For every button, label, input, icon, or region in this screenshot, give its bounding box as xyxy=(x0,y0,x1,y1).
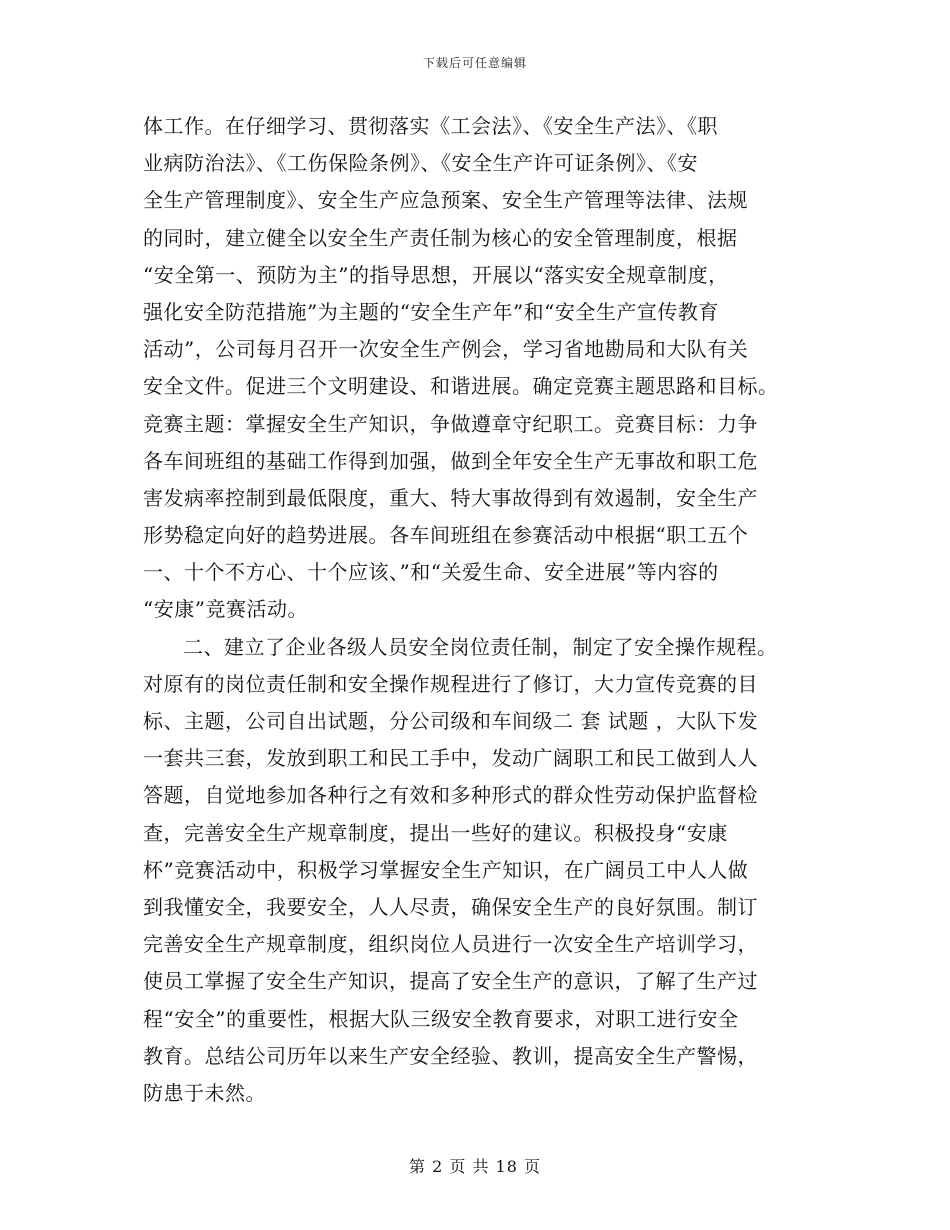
text-line: 全生产管理制度》、安全生产应急预案、安全生产管理等法律、法规 xyxy=(143,188,748,213)
text-line: 害发病率控制到最低限度，重大、特大事故得到有效遏制，安全生产 xyxy=(143,485,758,510)
text-line: 活动”，公司每月召开一次安全生产例会，学习省地勘局和大队有关 xyxy=(143,337,749,362)
text-line: 程“安全”的重要性，根据大队三级安全教育要求，对职工进行安全 xyxy=(143,1006,739,1031)
text-line: 形势稳定向好的趋势进展。各车间班组在参赛活动中根据“职工五个 xyxy=(143,523,749,548)
text-line: 查，完善安全生产规章制度，提出一些好的建议。积极投身“安康 xyxy=(143,820,728,845)
page-number-footer: 第 2 页 共 18 页 xyxy=(409,1157,541,1176)
text-line: 一套共三套，发放到职工和民工手中，发动广阔职工和民工做到人人 xyxy=(143,746,758,771)
text-line: 安全文件。促进三个文明建设、和谐进展。确定竞赛主题思路和目标。 xyxy=(143,374,779,399)
text-line: 教育。总结公司历年以来生产安全经验、教训，提高安全生产警惕， xyxy=(143,1043,758,1068)
text-line: 业病防治法》、《工伤保险条例》、《安全生产许可证条例》、《安 xyxy=(143,151,698,176)
paragraph-start-line: 二、建立了企业各级人员安全岗位责任制，制定了安全操作规程。 xyxy=(183,634,778,659)
text-line: 各车间班组的基础工作得到加强，做到全年安全生产无事故和职工危 xyxy=(143,448,758,473)
text-line: 杯”竞赛活动中，积极学习掌握安全生产知识，在广阔员工中人人做 xyxy=(143,857,749,882)
text-line: 完善安全生产规章制度，组织岗位人员进行一次安全生产培训学习， xyxy=(143,932,758,957)
text-line: “安全第一、预防为主”的指导思想，开展以“落实安全规章制度， xyxy=(143,262,729,287)
text-line: 一、十个不方心、十个应该、”和“关爱生命、安全进展”等内容的 xyxy=(143,560,719,585)
text-line: 答题，自觉地参加各种行之有效和多种形式的群众性劳动保护监督检 xyxy=(143,783,758,808)
text-line: 竞赛主题：掌握安全生产知识，争做遵章守纪职工。竞赛目标：力争 xyxy=(143,411,758,436)
text-line: 对原有的岗位责任制和安全操作规程进行了修订，大力宣传竞赛的目 xyxy=(143,671,758,696)
text-line: 使员工掌握了安全生产知识，提高了安全生产的意识，了解了生产过 xyxy=(143,969,758,994)
text-line: 防患于未然。 xyxy=(143,1080,266,1105)
text-line: 标、主题，公司自出试题，分公司级和车间级二 套 试题 ，大队下发 xyxy=(143,709,759,733)
text-line: 的同时，建立健全以安全生产责任制为核心的安全管理制度，根据 xyxy=(143,225,738,250)
body-text xyxy=(143,108,809,1112)
header-note: 下载后可任意编辑 xyxy=(422,56,527,70)
text-line: “安康”竞赛活动。 xyxy=(143,597,308,622)
text-line: 到我懂安全，我要安全，人人尽责，确保安全生产的良好氛围。制订 xyxy=(143,894,758,919)
text-line: 强化安全防范措施”为主题的“安全生产年”和“安全生产宣传教育 xyxy=(143,299,719,324)
text-line: 体工作。在仔细学习、贯彻落实《工会法》、《安全生产法》、《职 xyxy=(143,114,718,138)
